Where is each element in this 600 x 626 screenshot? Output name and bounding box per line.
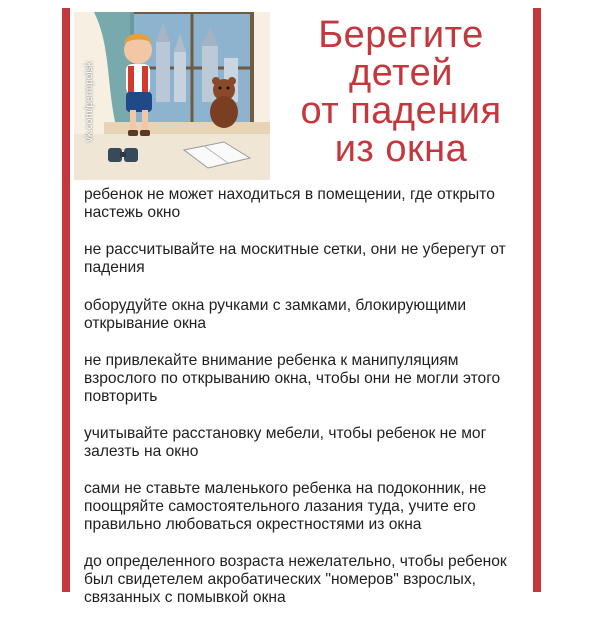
tip-item: до определенного возраста нежелательно, чтобы ребенок был свидетелем акробатических "номеров" взрослых, связанных с помывкой окна bbox=[84, 553, 507, 606]
watermark bbox=[82, 16, 96, 146]
page-title bbox=[270, 16, 532, 168]
tip-item: ребенок не может находиться в помещении, где открыто настежь окно bbox=[84, 186, 495, 221]
left-border bbox=[62, 8, 70, 592]
title-line-4: из окна bbox=[334, 128, 468, 170]
tip-item: учитывайте расстановку мебели, чтобы ребенок не мог залезть на окно bbox=[84, 425, 487, 460]
tip-item: оборудуйте окна ручками с замками, блокирующими открывание окна bbox=[84, 297, 467, 332]
title-line-3: от падения bbox=[300, 90, 502, 132]
title-line-2: детей bbox=[349, 52, 453, 94]
right-border bbox=[533, 8, 541, 592]
illustration-svg bbox=[74, 12, 270, 180]
tip-item: не рассчитывайте на москитные сетки, они не уберегут от падения bbox=[84, 241, 506, 276]
child-by-window-illustration bbox=[74, 12, 270, 180]
watermark-text: vk.com/permpoisk bbox=[84, 61, 95, 142]
safety-tips-list bbox=[84, 186, 530, 626]
tip-item: сами не ставьте маленького ребенка на подоконник, не поощряйте самостоятельного лазания туда, учите его правильно любоваться окрестностями из окна bbox=[84, 480, 487, 533]
tip-item: не привлекайте внимание ребенка к манипуляциям взрослого по открыванию окна, чтобы они не могли этого повторить bbox=[84, 352, 501, 405]
title-line-1: Берегите bbox=[318, 14, 484, 56]
